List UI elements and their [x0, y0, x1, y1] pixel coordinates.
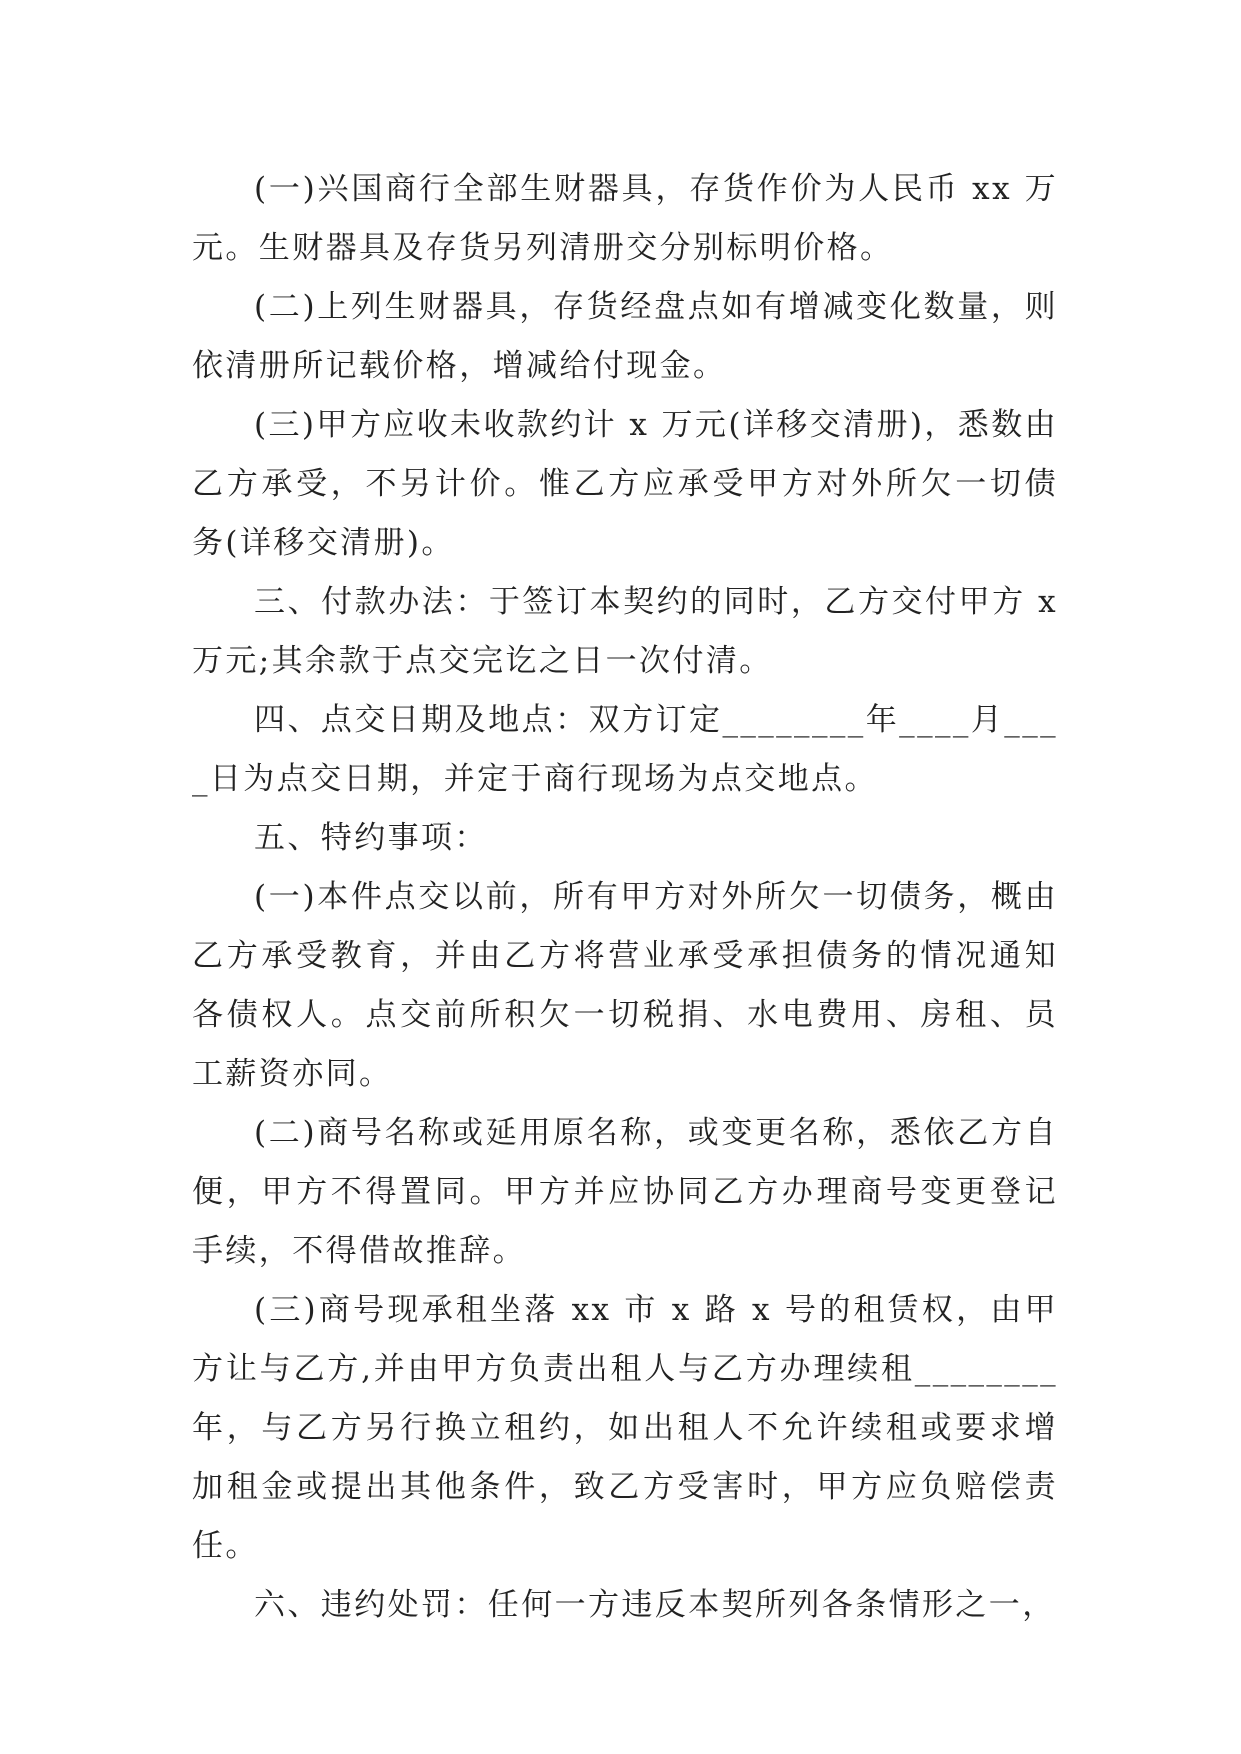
special-term-3-lease: (三)商号现承租坐落 xx 市 x 路 x 号的租赁权，由甲方让与乙方,并由甲方负责出租人与乙方办理续租________年，与乙方另行换立租约，如出租人不允许续租或要求增加租金或提出其他条件，致乙方受害时，甲方应负赔偿责任。	[192, 1292, 1058, 1564]
section-handover-date-place: 四、点交日期及地点：双方订定________年____月____日为点交日期，并定于商行现场为点交地点。	[192, 702, 1058, 797]
section-special-terms-heading: 五、特约事项：	[254, 820, 488, 856]
special-term-2-trade-name: (二)商号名称或延用原名称，或变更名称，悉依乙方自便，甲方不得置同。甲方并应协同乙方办理商号变更登记手续，不得借故推辞。	[192, 1115, 1058, 1269]
clause-1-inventory-price: (一)兴国商行全部生财器具，存货作价为人民币 xx 万元。生财器具及存货另列清册交分别标明价格。	[192, 171, 1058, 266]
special-term-1-debts: (一)本件点交以前，所有甲方对外所欠一切债务，概由乙方承受教育，并由乙方将营业承受承担债务的情况通知各债权人。点交前所积欠一切税捐、水电费用、房租、员工薪资亦同。	[192, 879, 1058, 1092]
contract-body	[192, 160, 1058, 1635]
clause-2-inventory-adjustment: (二)上列生财器具，存货经盘点如有增减变化数量，则依清册所记载价格，增减给付现金。	[192, 289, 1058, 384]
section-payment-method: 三、付款办法：于签订本契约的同时，乙方交付甲方 x 万元;其余款于点交完讫之日一次付清。	[192, 584, 1058, 679]
clause-3-receivables: (三)甲方应收未收款约计 x 万元(详移交清册)，悉数由乙方承受，不另计价。惟乙方应承受甲方对外所欠一切债务(详移交清册)。	[192, 407, 1058, 561]
section-breach-penalty: 六、违约处罚：任何一方违反本契所列各条情形之一，	[254, 1587, 1056, 1623]
